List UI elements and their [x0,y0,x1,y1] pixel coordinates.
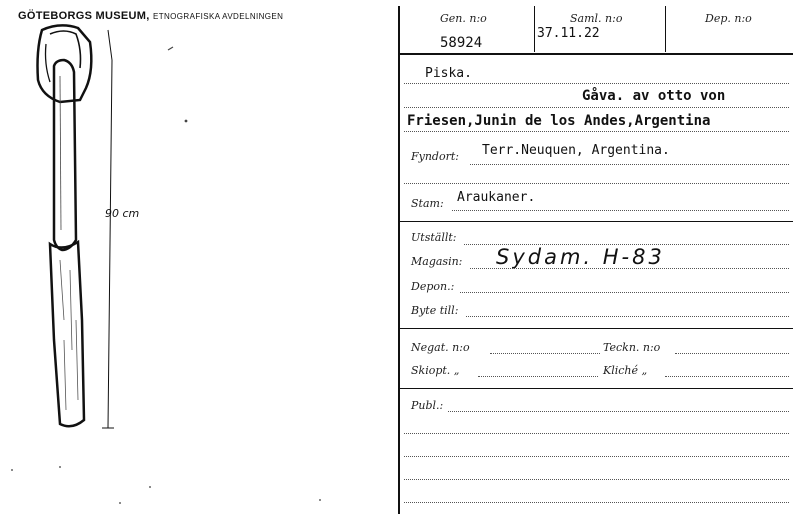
rule-negat [490,353,600,354]
negat-label: Negat. n:o [411,341,470,354]
header-divider-1 [534,6,535,52]
utstallt-label: Utställt: [411,231,457,244]
rule-teckn [675,353,789,354]
skiopt-label: Skiopt. „ [411,364,460,377]
rule-publ-5 [404,502,789,503]
section-rule-2 [398,328,793,329]
gen-label: Gen. n:o [440,12,487,25]
paper-specks [0,0,390,519]
rule-byte [466,316,789,317]
rule-2 [404,107,789,108]
section-rule-3 [398,388,793,389]
rule-3 [404,131,789,132]
fyndort-label: Fyndort: [411,150,459,163]
header-bottom-rule [398,53,793,55]
museum-name: GÖTEBORGS MUSEUM, [18,10,150,22]
gift-line-1: Gåva. av otto von [582,88,726,104]
magasin-label: Magasin: [411,255,463,268]
teckn-label: Teckn. n:o [603,341,661,354]
stam-label: Stam: [411,197,444,210]
rule-fyndort [470,164,789,165]
rule-stam [452,210,789,211]
dep-label: Dep. n:o [705,12,752,25]
rule-magasin [470,268,789,269]
gen-value: 58924 [440,35,483,51]
stam-value: Araukaner. [457,190,536,205]
kliche-label: Kliché „ [603,364,648,377]
saml-value: 37.11.22 [537,26,600,41]
department-name: ETNOGRAFISKA AVDELNINGEN [152,12,284,21]
measurement-label: 90 cm [105,207,140,220]
rule-publ-3 [404,456,789,457]
saml-label: Saml. n:o [570,12,623,25]
section-rule-1 [398,221,793,222]
rule-kliche [665,376,789,377]
rule-1 [404,83,789,84]
fyndort-value: Terr.Neuquen, Argentina. [482,143,670,158]
publ-label: Publ.: [411,399,444,412]
object-name: Piska. [425,66,472,81]
rule-4 [404,183,789,184]
magasin-value: Sydam. H-83 [496,245,665,269]
byte-label: Byte till: [411,304,459,317]
rule-skiopt [478,376,598,377]
rule-publ-4 [404,479,789,480]
gift-line-2: Friesen,Junin de los Andes,Argentina [407,113,711,129]
rule-publ [448,411,789,412]
depon-label: Depon.: [411,280,455,293]
rule-depon [460,292,789,293]
header-divider-2 [665,6,666,52]
rule-publ-2 [404,433,789,434]
card-left-border [398,6,400,514]
